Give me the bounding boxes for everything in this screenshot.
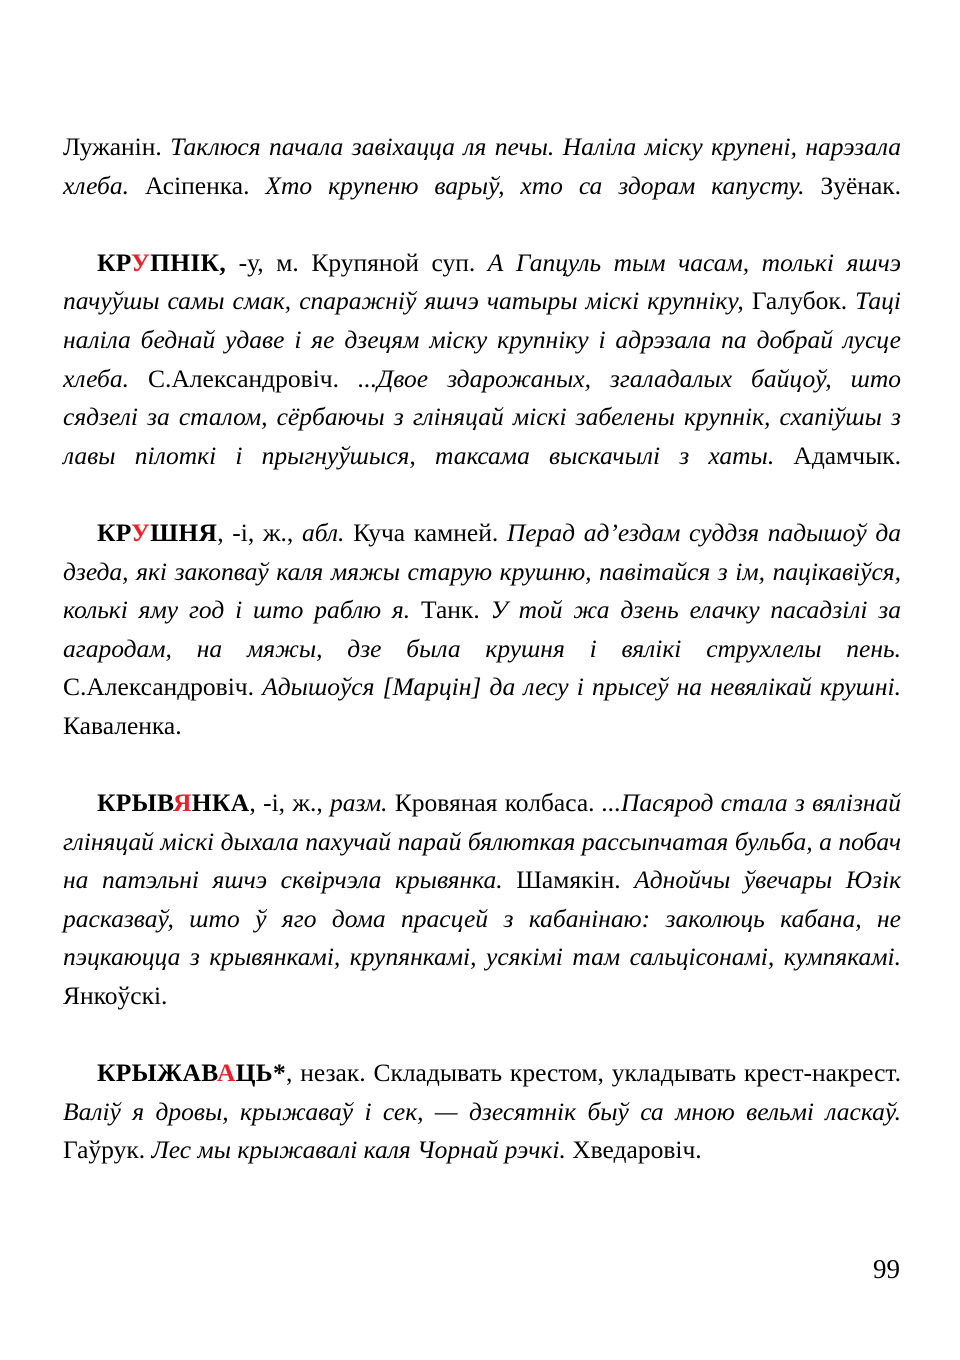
headword — [97, 788, 249, 817]
dictionary-entry-kryvianka — [63, 784, 901, 1054]
grammar-marker: м. — [276, 247, 299, 277]
citation-quote: А Гапцуль тым часам, толькі яшчэ пачуўшы самы смак, спаражніў яшчэ чатыры міскі крупніку, — [63, 247, 902, 316]
author-attribution: Каваленка. — [63, 710, 182, 740]
citation-quote: Лес мы крыжавалі каля Чорнай рэчкі. — [151, 1135, 566, 1165]
grammar-marker: ж., — [262, 517, 294, 547]
headword-part-before: КР — [97, 247, 132, 277]
definition: Куча камней. — [353, 517, 499, 547]
headword — [97, 248, 226, 277]
headword-punct: , — [217, 517, 224, 547]
definition: Складывать крестом, укладывать крест-накрест. — [373, 1058, 901, 1088]
page-number: 99 — [873, 1254, 900, 1284]
author-attribution: Галубок. — [751, 286, 848, 316]
author-attribution: С.Александровіч. — [147, 363, 339, 393]
headword-part-after: НКА — [191, 788, 250, 818]
citation-quote: Валіў я дровы, крыжаваў і сек, — дзесятнік быў са мною вельмі ласкаў. — [63, 1096, 901, 1126]
author-attribution: Хведаровіч. — [572, 1135, 702, 1165]
usage-label: разм. — [330, 788, 388, 818]
author-attribution: Лужанін. — [63, 132, 162, 161]
citation-quote: ...Двое здарожаных, згаладалых байцоў, што сядзелі за сталом, сёрбаючы з гліняцай міскі забелены крупнік, схапіўшы з лавы пілоткі і прыгнуўшыся, таксама выскачылі з хаты. — [63, 363, 901, 470]
inflection-marker: -і, — [263, 788, 286, 818]
stressed-vowel: У — [131, 517, 151, 547]
text-column — [63, 128, 901, 1170]
headword-punct: , — [249, 788, 256, 818]
citation-quote: ...Пасярод стала з вялізнай гліняцай міскі дыхала пахучай парай бялюткая рассыпчатая бульба, а побач на патэльні яшчэ сквірчэла крывянка. — [63, 788, 902, 895]
stressed-vowel: Я — [173, 788, 192, 818]
headword-part-before: КР — [97, 517, 132, 547]
author-attribution: Танк. — [421, 595, 480, 625]
inflection-marker: -у, — [238, 247, 264, 277]
headword-part-after: ЦЬ* — [235, 1058, 286, 1088]
author-attribution: Гаўрук. — [63, 1135, 146, 1165]
author-attribution: Шамякін. — [516, 865, 621, 895]
citation-quote: У той жа дзень елачку пасадзілі за агародам, на мяжы, дзе была крушня і вялікі струхлелы пень. — [63, 595, 902, 663]
citation-quote: Перад ад’ездам суддзя падышоў да дзеда, які закопваў каля мяжы старую крушню, павітайся з ім, пацікавіўся, колькі яму год і што раблю я. — [63, 517, 902, 625]
headword-punct: , — [219, 247, 227, 277]
citation-quote: Аднойчы ўвечары Юзік расказваў, што ў яго дома прасцей з кабанінаю: заколюць кабана, не пэцкаюцца з крывянкамі, крупянкамі, усякімі там сальцісонамі, кумпякамі. — [63, 865, 902, 972]
headword-part-before: КРЫВ — [97, 788, 174, 818]
author-attribution: Асіпенка. — [144, 170, 250, 200]
citation-quote: Таклюся пачала завіхацца ля печы. Наліла міску крупені, нарэзала хлеба. — [63, 132, 901, 200]
author-attribution: Янкоўскі. — [63, 981, 168, 1011]
definition: Крупяной суп. — [311, 247, 476, 277]
citation-quote: Таці наліла беднай удаве і яе дзецям міску крупніку і адрэзала па добрай лусце хлеба. — [63, 286, 902, 393]
headword-part-before: КРЫЖАВ — [97, 1058, 217, 1088]
dictionary-entry-krupnik — [63, 244, 901, 514]
headword-part-after: ПНІК — [150, 247, 220, 277]
definition: Кровяная колбаса. — [394, 788, 595, 818]
headword — [97, 1058, 286, 1087]
stressed-vowel: У — [131, 247, 151, 277]
headword — [97, 518, 217, 547]
dictionary-entry-kryzhavac — [63, 1054, 901, 1170]
inflection-marker: -і, — [232, 517, 255, 547]
stressed-vowel: А — [216, 1058, 236, 1088]
grammar-marker: ж., — [292, 788, 323, 818]
paragraph-continued-entry — [63, 128, 901, 244]
author-attribution: Адамчык. — [793, 440, 901, 470]
dictionary-entry-krushnia — [63, 514, 901, 784]
usage-label: абл. — [301, 517, 345, 547]
author-attribution: С.Александровіч. — [63, 672, 254, 702]
author-attribution: Зуёнак. — [820, 170, 902, 200]
citation-quote: Адышоўся [Марцін] да лесу і прысеў на невялікай крушні. — [262, 672, 901, 702]
grammar-marker: незак. — [300, 1058, 366, 1088]
headword-part-after: ШНЯ — [150, 517, 218, 547]
headword-punct: , — [286, 1058, 293, 1088]
citation-quote: Хто крупеню варыў, хто са здорам капусту. — [265, 170, 805, 200]
